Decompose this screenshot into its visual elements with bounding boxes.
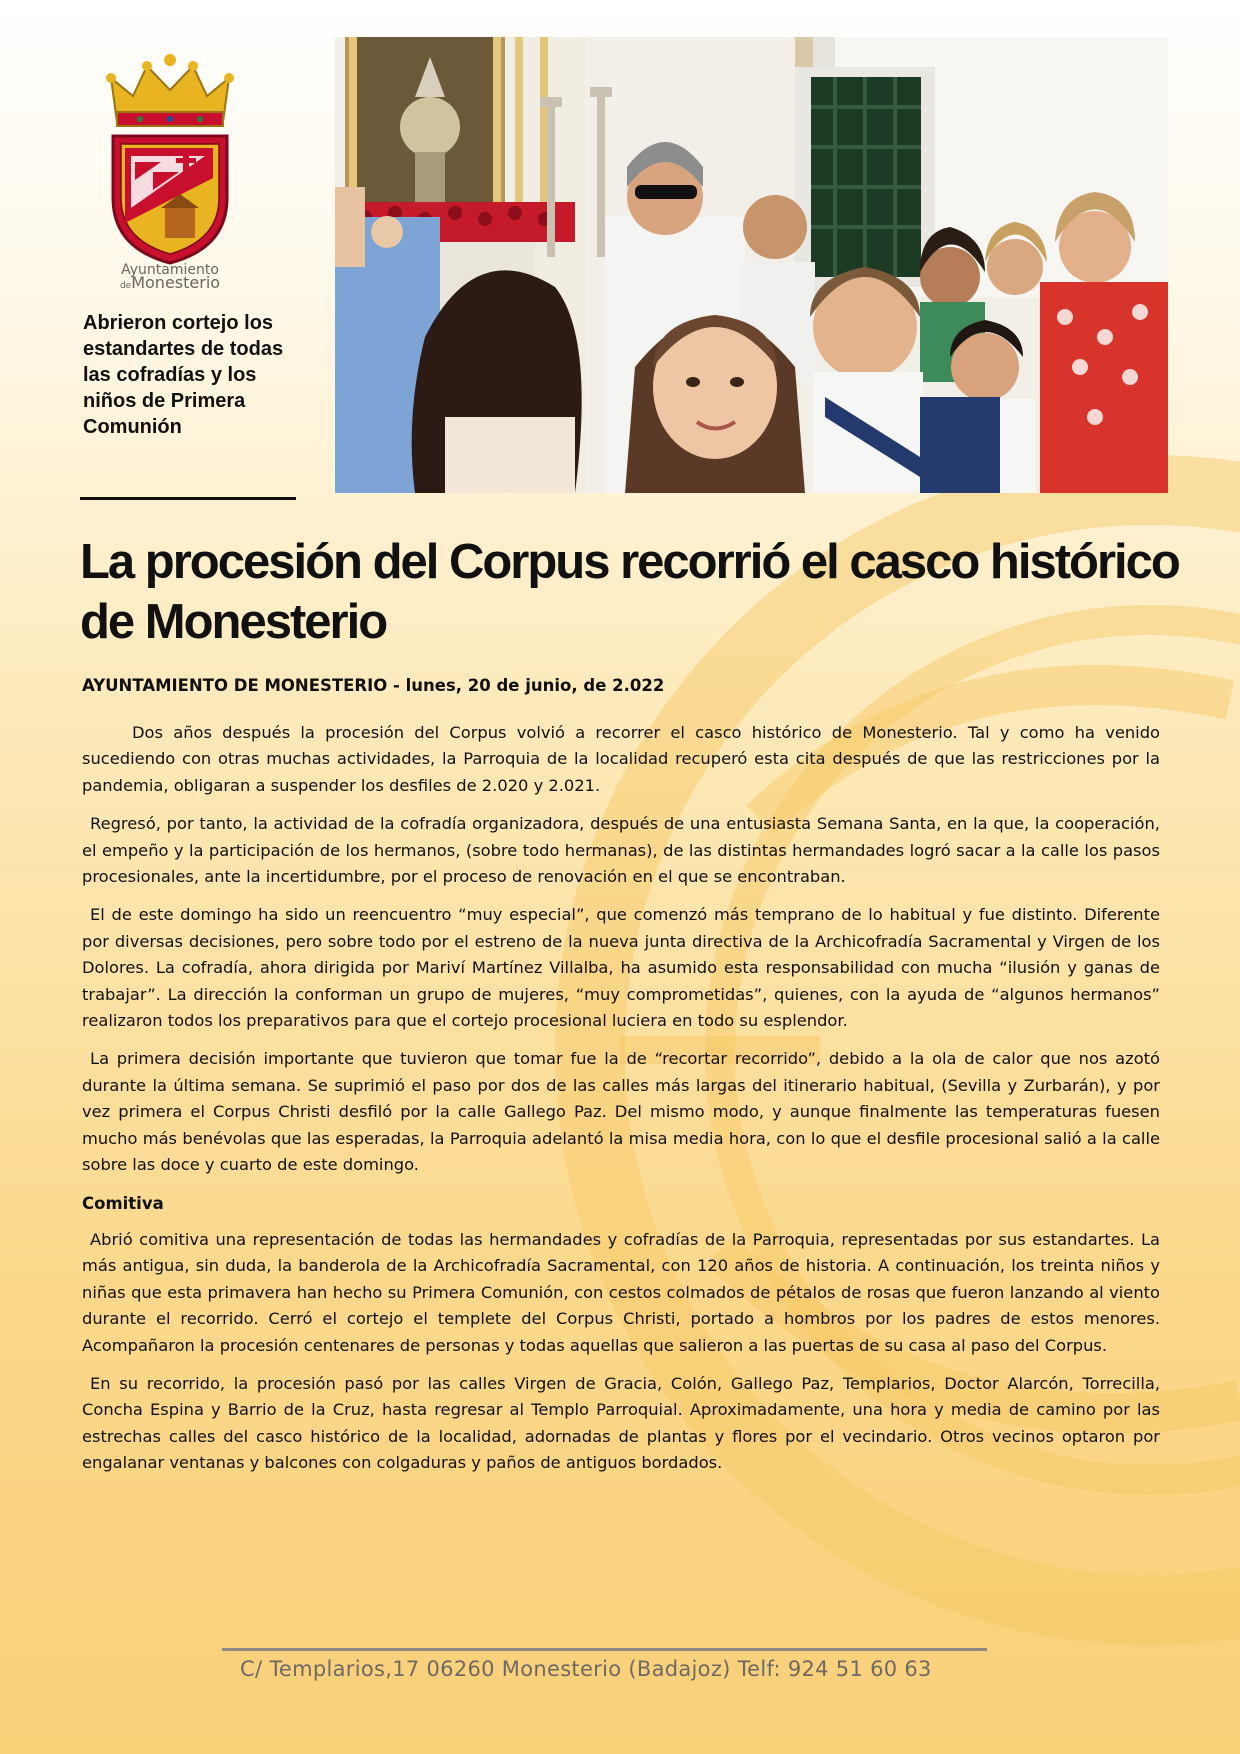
logo-name-line2 <box>120 273 220 288</box>
footer-divider <box>222 1648 987 1651</box>
photo-caption: Abrieron cortejo los estandartes de todas las cofradías y los niños de Primera Comunión <box>83 312 284 438</box>
article-body <box>82 720 1160 1489</box>
paragraph-1: Dos años después la procesión del Corpus volvió a recorrer el casco histórico de Monesterio. Tal y como ha venido sucediendo con otras muchas actividades, la Parroquia de la localidad recuperó esta cita después de que las restricciones por la pandemia, obligaran a suspender los desfiles de 2.020 y 2.021. <box>82 723 1160 795</box>
logo-name-line1: Ayuntamiento <box>121 262 219 278</box>
footer-address: C/ Templarios,17 06260 Monesterio (Badajoz) Telf: 924 51 60 63 <box>240 1657 932 1681</box>
logo-name-town: Monesterio <box>131 273 221 288</box>
article-headline: La procesión del Corpus recorrió el casco histórico de Monesterio <box>80 535 1179 649</box>
caption-divider <box>80 497 296 500</box>
paragraph-3: El de este domingo ha sido un reencuentro “muy especial”, que comenzó más temprano de lo habitual y fue distinto. Diferente por diversas decisiones, pero sobre todo por el estreno de la nueva junta directiva de la Archicofradía Sacramental y Virgen de los Dolores. La cofradía, ahora dirigida por Mariví Martínez Villalba, ha asumido esta responsabilidad con mucha “ilusión y ganas de trabajar”. La dirección la conforman un grupo de mujeres, “muy comprometidas”, quienes, con la ayuda de “algunos hermanos” realizaron todos los preparativos para que el cortejo procesional luciera en todo su esplendor. <box>82 905 1160 1031</box>
section-subheading: Comitiva <box>82 1193 164 1213</box>
logo-name-prefix: de <box>119 281 132 288</box>
article-byline: AYUNTAMIENTO DE MONESTERIO - lunes, 20 de junio, de 2.022 <box>82 676 665 695</box>
paragraph-6: En su recorrido, la procesión pasó por las calles Virgen de Gracia, Colón, Gallego Paz, Templarios, Doctor Alarcón, Torrecilla, Concha Espina y Barrio de la Cruz, hasta regresar al Templo Parroquial. Aproximadamente, una hora y media de camino por las estrechas calles del casco histórico de la localidad, adornadas de plantas y flores por el vecindario. Otros vecinos optaron por engalanar ventanas y balcones con colgaduras y paños de antiguos bordados. <box>82 1373 1160 1473</box>
paragraph-4: La primera decisión importante que tuvieron que tomar fue la de “recortar recorrido”, debido a la ola de calor que nos azotó durante la última semana. Se suprimió el paso por dos de las calles más largas del itinerario habitual, (Sevilla y Zurbarán), y por vez primera el Corpus Christi desfiló por la calle Gallego Paz. Del mismo modo, y aunque finalmente las temperaturas fuesen mucho más benévolas que las esperadas, la Parroquia adelantó la misa media hora, con lo que el desfile procesional salió a la calle sobre las doce y cuarto de este domingo. <box>82 1049 1160 1175</box>
paragraph-5: Abrió comitiva una representación de todas las hermandades y cofradías de la Parroquia, representadas por sus estandartes. La más antigua, sin duda, la banderola de la Archicofradía Sacramental, con 120 años de historia. A continuación, los treinta niños y niñas que esta primavera han hecho su Primera Comunión, con cestos colmados de pétalos de rosas que fueron lanzando al viento durante el recorrido. Cerró el cortejo el templete del Corpus Christi, portado a hombros por los padres de estos menores. Acompañaron la procesión centenares de personas y todas aquellas que salieron a las puertas de su casa al paso del Corpus. <box>82 1229 1160 1355</box>
paragraph-2: Regresó, por tanto, la actividad de la cofradía organizadora, después de una entusiasta Semana Santa, en la que, la cooperación, el empeño y la participación de los hermanos, (sobre todo hermanas), de las distintas hermandades logró sacar a la calle los pasos procesionales, ante la incertidumbre, por el proceso de renovación en el que se encontraban. <box>82 814 1160 887</box>
procession-photo <box>335 37 1168 493</box>
coat-of-arms-icon <box>95 48 245 288</box>
